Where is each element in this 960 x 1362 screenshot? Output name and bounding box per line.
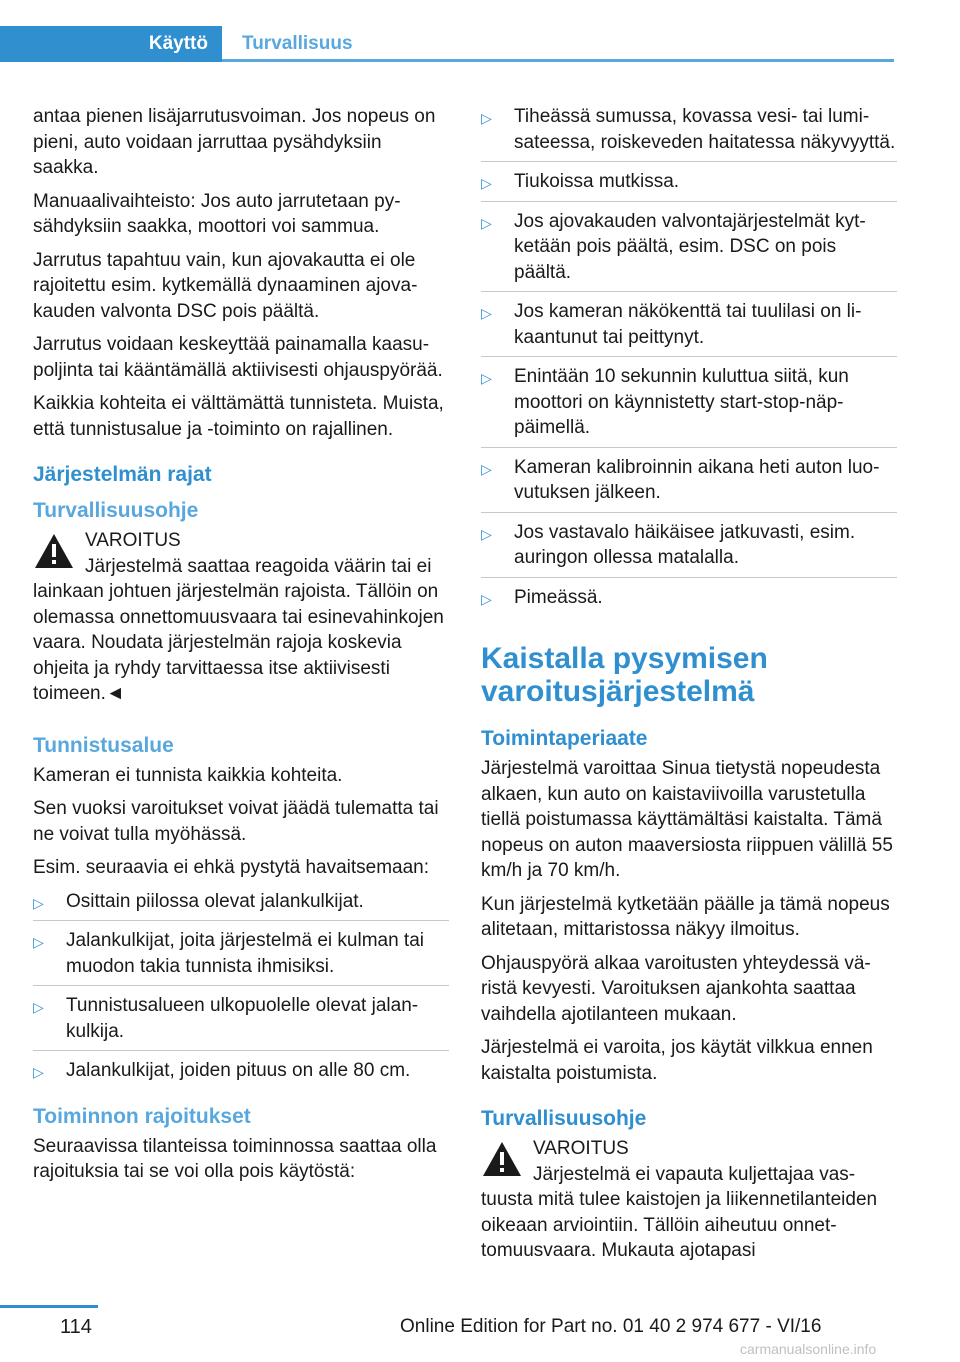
right-column — [481, 104, 897, 1264]
triangle-bullet-icon: ▷ — [33, 894, 44, 911]
list-item: ▷ Jos ajovakauden valvontajärjestelmät kytketään pois päältä, esim. DSC on pois päältä. — [481, 209, 897, 293]
list-item: ▷ Pimeässä. — [481, 585, 897, 617]
paragraph: Kun järjestelmä kytketään päälle ja tämä nopeus alitetaan, mittaristossa näkyy ilmoitus. — [481, 893, 890, 940]
paragraph: Järjestelmä ei varoita, jos käytät vilkkua ennen kaistalta poistumista. — [481, 1037, 873, 1084]
list-item: ▷ Jos kameran näkökenttä tai tuulilasi on likaantunut tai peittynyt. — [481, 299, 897, 357]
list-item: ▷ Kameran kalibroinnin aikana heti auton luovutuksen jälkeen. — [481, 455, 897, 513]
list-item: ▷ Osittain piilossa olevat jalankulkijat. — [33, 889, 449, 922]
heading-detection-range: Tunnistusalue — [33, 733, 174, 757]
list-item: ▷ Tiheässä sumussa, kovassa vesi- tai lumisateessa, roiskeveden haitatessa näkyvyyttä. — [481, 104, 897, 162]
triangle-bullet-icon: ▷ — [481, 525, 492, 542]
warning-label: VAROITUS — [533, 1138, 629, 1159]
detection-list — [33, 889, 449, 1090]
triangle-bullet-icon: ▷ — [481, 370, 492, 386]
watermark: carmanualsonline.info — [740, 1341, 877, 1357]
heading-system-limits: Järjestelmän rajat — [33, 463, 212, 486]
warning-label: VAROITUS — [85, 530, 181, 551]
triangle-bullet-icon: ▷ — [481, 460, 492, 477]
warning-block — [481, 1136, 897, 1264]
paragraph: Esim. seuraavia ei ehkä pystytä havaitsemaan: — [33, 857, 430, 878]
paragraph: Seuraavissa tilanteissa toiminnossa saattaa olla rajoituksia tai se voi olla pois käytöstä: — [33, 1135, 437, 1182]
paragraph: Jarrutus tapahtuu vain, kun ajovakautta ei ole rajoitettu esim. kytkemällä dynaaminen ajovakauden valvonta DSC pois päältä. — [33, 249, 418, 322]
paragraph: Jarrutus voidaan keskeyttää painamalla kaasupoljinta tai kääntämällä aktiivisesti ohjauspyörää. — [33, 334, 443, 381]
paragraph: Manuaalivaihteisto: Jos auto jarrutetaan pysähdyksiin saakka, moottori voi sammua. — [33, 190, 401, 237]
triangle-bullet-icon: ▷ — [481, 214, 492, 231]
heading-principle: Toimintaperiaate — [481, 727, 648, 750]
list-item: ▷ Enintään 10 sekunnin kuluttua siitä, kun moottori on käynnistetty start-stop-näppäimellä. — [481, 364, 897, 448]
paragraph: antaa pienen lisäjarrutusvoiman. Jos nopeus on pieni, auto voidaan jarruttaa pysähdyksiin saakka. — [33, 106, 436, 178]
heading-safety: Turvallisuusohje — [481, 1107, 647, 1130]
list-item: ▷ Jalankulkijat, joita järjestelmä ei kulman tai muodon takia tunnista ihmisiksi. — [33, 928, 449, 986]
left-column — [33, 104, 449, 1193]
header-rule — [222, 59, 894, 62]
heading-function-restrictions: Toiminnon rajoitukset — [33, 1104, 251, 1128]
list-item: ▷ Jalankulkijat, joiden pituus on alle 80 cm. — [33, 1058, 449, 1090]
triangle-bullet-icon: ▷ — [33, 999, 44, 1015]
list-item: ▷ Jos vastavalo häikäisee jatkuvasti, esim. auringon ollessa matalalla. — [481, 520, 897, 578]
triangle-bullet-icon: ▷ — [481, 305, 492, 321]
paragraph: Kaikkia kohteita ei välttämättä tunnisteta. Muista, että tunnistusalue ja -toiminto on rajallinen. — [33, 393, 444, 440]
triangle-bullet-icon: ▷ — [33, 1064, 44, 1080]
chapter-tab: Käyttö — [0, 26, 222, 62]
warning-triangle-icon — [481, 1140, 523, 1178]
section-tab: Turvallisuus — [242, 33, 353, 54]
triangle-bullet-icon: ▷ — [481, 110, 492, 126]
triangle-bullet-icon: ▷ — [481, 175, 492, 191]
heading-lane-departure-warning: Kaistalla pysymisen varoitusjärjestelmä — [481, 642, 768, 708]
paragraph: Kameran ei tunnista kaikkia kohteita. — [33, 764, 343, 786]
paragraph: Ohjauspyörä alkaa varoitusten yhteydessä väristä kevyesti. Varoituksen ajankohta saattaa vaihdella ajotilanteen mukaan. — [481, 952, 871, 1025]
triangle-bullet-icon: ▷ — [33, 934, 44, 950]
restrictions-list — [481, 104, 897, 616]
footer-rule — [0, 1305, 98, 1308]
warning-triangle-icon — [33, 532, 75, 570]
triangle-bullet-icon: ▷ — [481, 590, 492, 607]
page-number: 114 — [60, 1316, 92, 1338]
list-item: ▷ Tiukoissa mutkissa. — [481, 169, 897, 202]
warning-text: Järjestelmä saattaa reagoida väärin tai ei lainkaan johtuen järjestelmän rajoista. Tällöin on olemassa onnettomuusvaara tai esinevahinkojen vaara. Noudata järjestelmän rajoja koskevia ohjeita ja ryhdy tarvittaessa itse aktiivisesti toimeen.◄ — [33, 555, 444, 704]
list-item: ▷ Tunnistusalueen ulkopuolelle olevat jalankulkija. — [33, 993, 449, 1051]
paragraph: Järjestelmä varoittaa Sinua tietystä nopeudesta alkaen, kun auto on kaistaviivoilla varustetulla tiellä poistumassa käyttämältäsi kaistalta. Tämä nopeus on auton maaversiosta riippuen välillä 55 km/h ja 70 km/h. — [481, 758, 893, 881]
heading-safety: Turvallisuusohje — [33, 499, 199, 522]
paragraph: Sen vuoksi varoitukset voivat jäädä tulematta tai ne voivat tulla myöhässä. — [33, 798, 439, 845]
edition-text: Online Edition for Part no. 01 40 2 974 677 - VI/16 — [400, 1316, 822, 1337]
warning-block — [33, 528, 449, 707]
page-header — [0, 26, 894, 62]
warning-text: Järjestelmä ei vapauta kuljettajaa vastuusta mitä tulee kaistojen ja liikennetilanteiden oikeaan arviointiin. Tällöin aiheutuu onnettomuusvaara. Mukauta ajotapasi — [481, 1163, 878, 1261]
